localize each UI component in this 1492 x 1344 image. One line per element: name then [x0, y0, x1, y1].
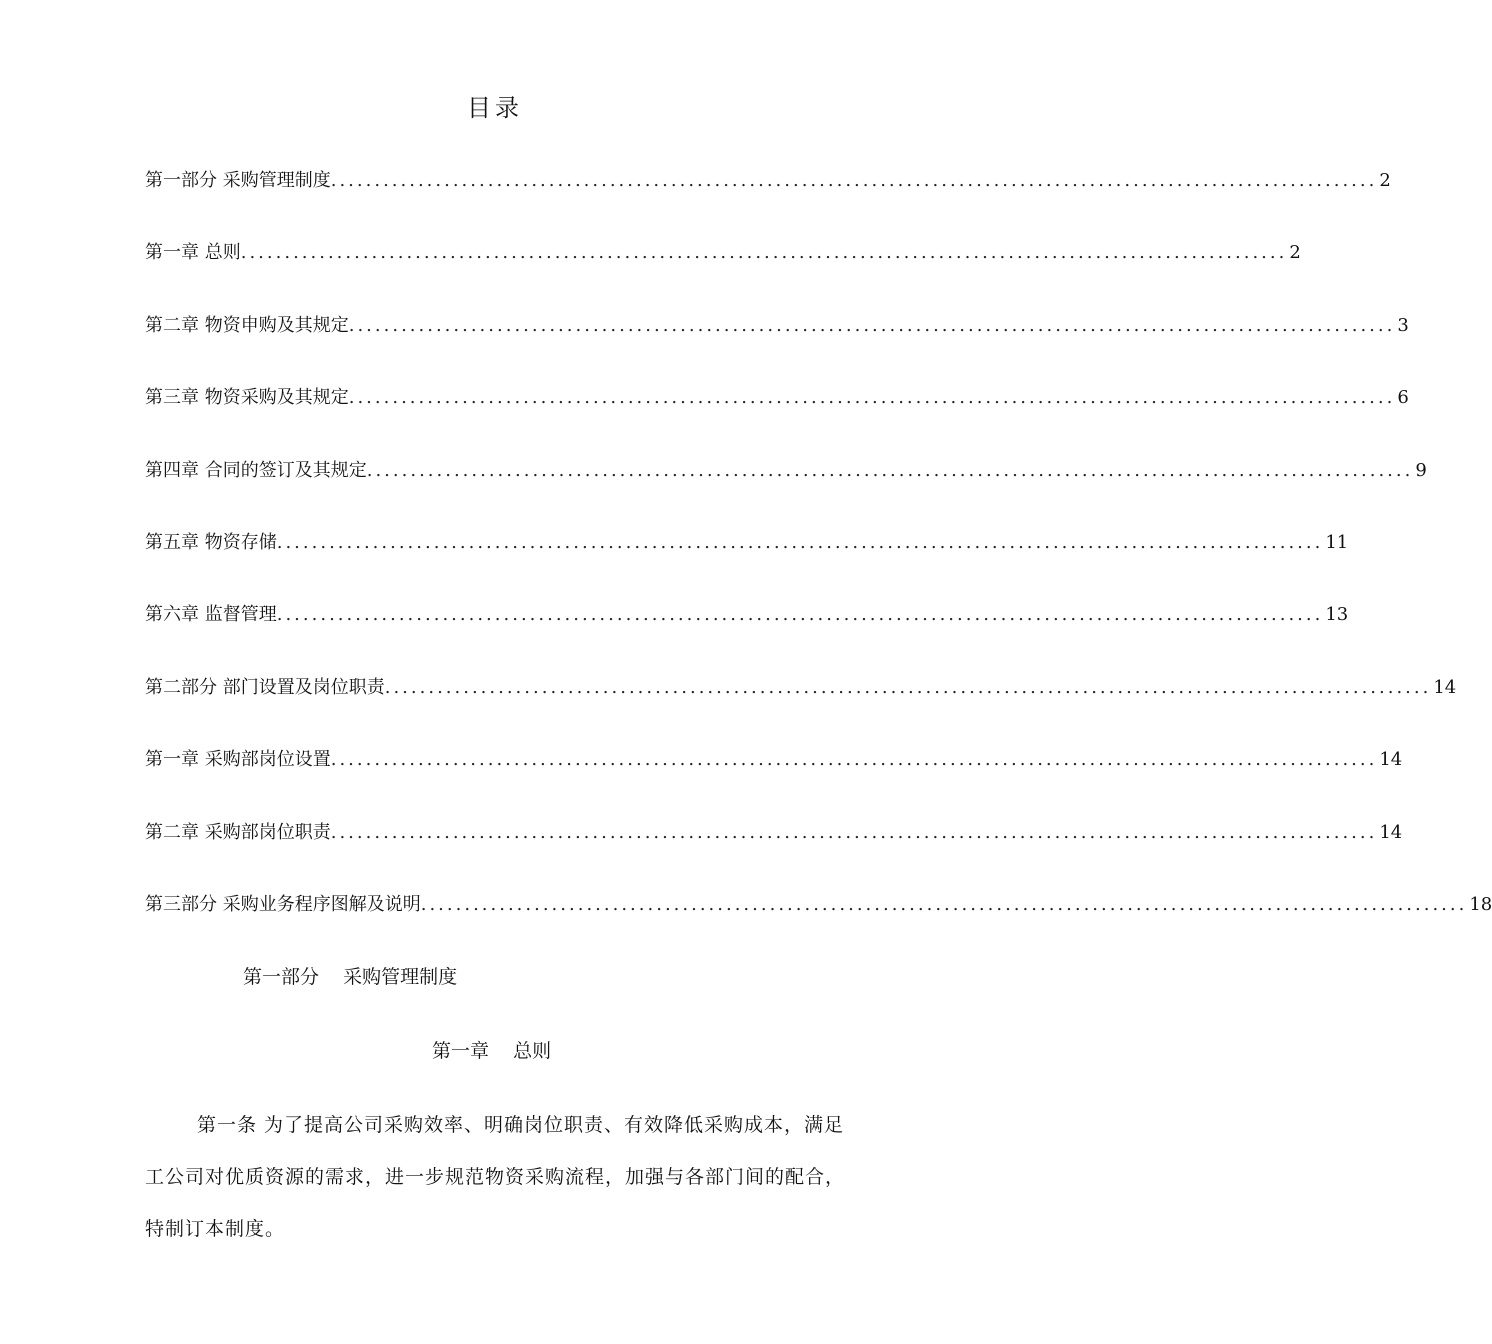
toc-entry[interactable] — [145, 890, 1492, 962]
toc-leader-dots: ........................................................................................................................ — [384, 676, 1432, 698]
toc-entry[interactable] — [145, 238, 1301, 310]
toc-entry[interactable] — [145, 818, 1403, 890]
toc-entry-page: 2 — [1289, 242, 1301, 264]
toc-entry-page: 14 — [1379, 749, 1403, 771]
toc-entry[interactable] — [145, 528, 1349, 600]
toc-leader-dots: ........................................................................................................................ — [240, 242, 1288, 264]
toc-entry-label: 第二章 采购部岗位职责 — [145, 821, 331, 843]
toc-entry-page: 14 — [1433, 676, 1457, 698]
toc-entry[interactable] — [145, 745, 1403, 817]
part-heading: 第一部分 采购管理制度 — [243, 966, 458, 988]
toc-entry-label: 第二章 物资申购及其规定 — [145, 314, 349, 336]
toc-entry-label: 第六章 监督管理 — [145, 604, 277, 626]
toc-entry-label: 第五章 物资存储 — [145, 531, 277, 553]
toc-entry[interactable] — [145, 166, 1391, 238]
toc-entry-page: 3 — [1397, 314, 1409, 336]
toc-entry-label: 第三章 物资采购及其规定 — [145, 387, 349, 409]
toc-entry-label: 第一章 采购部岗位设置 — [145, 749, 331, 771]
toc-entry[interactable] — [145, 311, 1409, 383]
toc-entry-page: 6 — [1397, 387, 1409, 409]
toc-entry-label: 第四章 合同的签订及其规定 — [145, 459, 367, 481]
toc-entry[interactable] — [145, 456, 1427, 528]
toc-leader-dots: ........................................................................................................................ — [276, 604, 1324, 626]
toc-entry-label: 第一部分 采购管理制度 — [145, 170, 331, 191]
toc-leader-dots: ........................................................................................................................ — [330, 749, 1378, 771]
toc-leader-dots: ........................................................................................................................ — [330, 821, 1378, 843]
toc-leader-dots: ........................................................................................................................ — [276, 531, 1324, 553]
toc-entry[interactable] — [145, 383, 1409, 455]
toc-entry[interactable] — [145, 600, 1349, 672]
toc-entry-page: 9 — [1415, 459, 1427, 481]
toc-leader-dots: ........................................................................................................................ — [366, 459, 1414, 481]
toc-leader-dots: ........................................................................................................................ — [330, 170, 1378, 191]
chapter-heading: 第一章 总则 — [432, 1040, 552, 1062]
article-paragraph: 第一条 为了提高公司采购效率、明确岗位职责、有效降低采购成本，满足工公司对优质资源的需求，进一步规范物资采购流程，加强与各部门间的配合，特制订本制度。 — [145, 1114, 846, 1240]
toc-leader-dots: ........................................................................................................................ — [348, 314, 1396, 336]
toc-entry-page: 14 — [1379, 821, 1403, 843]
toc-entry-label: 第二部分 部门设置及岗位职责 — [145, 676, 385, 698]
toc-title: 目录 — [467, 94, 523, 122]
toc-entry-label: 第三部分 采购业务程序图解及说明 — [145, 893, 421, 915]
table-of-contents — [145, 166, 1492, 962]
toc-leader-dots: ........................................................................................................................ — [348, 387, 1396, 409]
toc-entry[interactable] — [145, 673, 1457, 745]
toc-leader-dots: ........................................................................................................................ — [420, 893, 1468, 915]
toc-entry-page: 18 — [1469, 893, 1492, 915]
toc-entry-page: 11 — [1325, 531, 1349, 553]
toc-entry-page: 2 — [1379, 170, 1391, 191]
toc-entry-label: 第一章 总则 — [145, 242, 241, 264]
toc-entry-page: 13 — [1325, 604, 1349, 626]
